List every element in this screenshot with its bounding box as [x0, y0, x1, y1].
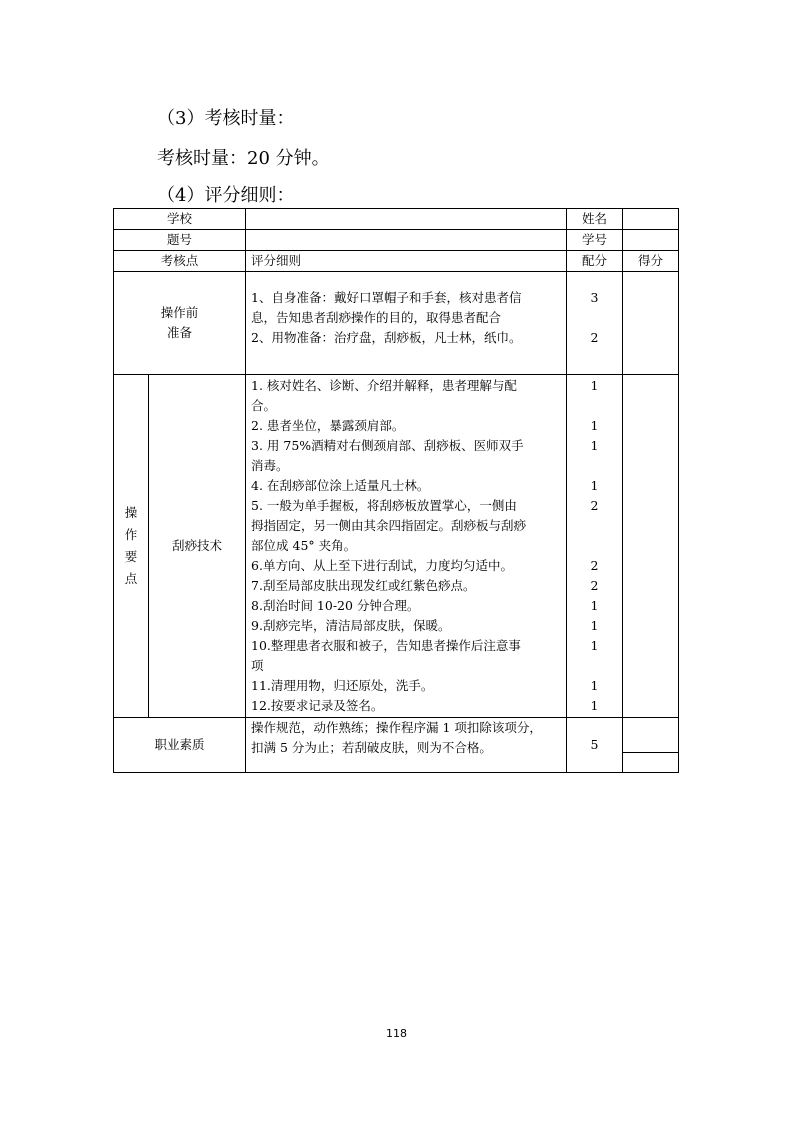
pre-section-row — [114, 272, 679, 375]
main-section-details — [246, 375, 567, 718]
vertical-char: 操 — [124, 505, 138, 520]
question-row — [114, 230, 679, 251]
points-value: 1 — [590, 418, 599, 433]
detail-line: 消毒。 — [251, 458, 289, 473]
school-value — [246, 209, 567, 230]
points-value: 1 — [590, 598, 599, 613]
professional-label: 职业素质 — [114, 718, 246, 773]
detail-line: 6.单方向、从上至下进行刮试，力度均匀适中。 — [251, 558, 513, 573]
professional-points: 5 — [567, 718, 623, 773]
professional-row — [114, 718, 679, 773]
exam-time-text: 考核时量：20 分钟。 — [157, 148, 330, 169]
detail-line: 5. 一般为单手握板，将刮痧板放置掌心，一侧由 — [251, 498, 517, 513]
pre-label-line: 准备 — [167, 325, 193, 340]
name-label: 姓名 — [567, 209, 623, 230]
vertical-char: 要 — [124, 549, 138, 564]
pre-section-details — [246, 272, 567, 375]
detail-line: 部位成 45° 夹角。 — [251, 538, 357, 553]
points-value: 1 — [590, 698, 599, 713]
question-value — [246, 230, 567, 251]
detail-line: 1. 核对姓名、诊断、介绍并解释，患者理解与配 — [251, 378, 517, 393]
points-value: 1 — [590, 438, 599, 453]
col-detail-header: 评分细则 — [246, 251, 567, 272]
main-section-sublabel: 刮痧技术 — [149, 375, 246, 718]
col-points-header: 配分 — [567, 251, 623, 272]
points-value: 2 — [590, 578, 599, 593]
detail-line: 2. 患者坐位，暴露颈肩部。 — [251, 418, 405, 433]
pre-section-score — [623, 272, 679, 375]
points-value: 1 — [590, 478, 599, 493]
detail-line: 4. 在刮痧部位涂上适量凡士林。 — [251, 478, 430, 493]
main-section-label — [114, 375, 149, 718]
school-row — [114, 209, 679, 230]
detail-line: 8.刮治时间 10-20 分钟合理。 — [251, 598, 420, 613]
detail-line: 1、自身准备：戴好口罩帽子和手套，核对患者信 — [251, 290, 522, 305]
student-id-label: 学号 — [567, 230, 623, 251]
detail-line: 12.按要求记录及签名。 — [251, 698, 384, 713]
vertical-char: 作 — [124, 527, 138, 542]
name-value — [623, 209, 679, 230]
detail-line: 拇指固定，另一侧由其余四指固定。刮痧板与刮痧 — [251, 518, 527, 533]
vertical-char: 点 — [124, 571, 138, 586]
detail-line: 项 — [251, 658, 264, 673]
scoring-table — [113, 208, 679, 773]
points-value: 1 — [590, 638, 599, 653]
detail-line: 合。 — [251, 398, 277, 413]
detail-line: 3. 用 75%酒精对右侧颈肩部、刮痧板、医师双手 — [251, 438, 524, 453]
detail-line: 10.整理患者衣服和被子，告知患者操作后注意事 — [251, 638, 521, 653]
detail-line: 2、用物准备：治疗盘，刮痧板，凡士林，纸巾。 — [251, 330, 522, 345]
school-label: 学校 — [114, 209, 246, 230]
main-section-score — [623, 375, 679, 718]
detail-line: 11.清理用物，归还原处，洗手。 — [251, 678, 434, 693]
detail-line: 操作规范，动作熟练；操作程序漏 1 项扣除该项分， — [251, 720, 542, 735]
detail-line: 扣满 5 分为止；若刮破皮肤，则为不合格。 — [251, 740, 492, 755]
main-section-points — [567, 375, 623, 718]
detail-line: 息，告知患者刮痧操作的目的，取得患者配合 — [251, 310, 502, 325]
points-value: 1 — [590, 378, 599, 393]
points-value: 2 — [590, 498, 599, 513]
pre-section-label — [114, 272, 246, 375]
points-value: 1 — [590, 618, 599, 633]
page-number: 118 — [386, 1027, 407, 1040]
pre-section-points — [567, 272, 623, 375]
professional-details — [246, 718, 567, 773]
points-value: 3 — [590, 290, 599, 305]
detail-line: 9.刮痧完毕，清洁局部皮肤，保暖。 — [251, 618, 451, 633]
main-section-row — [114, 375, 679, 718]
col-item-header: 考核点 — [114, 251, 246, 272]
points-value: 2 — [590, 558, 599, 573]
section-heading-4: （4）评分细则： — [157, 185, 295, 206]
col-score-header: 得分 — [623, 251, 679, 272]
detail-line: 7.刮至局部皮肤出现发红或红紫色痧点。 — [251, 578, 476, 593]
column-header-row — [114, 251, 679, 272]
professional-score — [623, 718, 679, 773]
points-value: 2 — [590, 330, 599, 345]
points-value: 1 — [590, 678, 599, 693]
pre-label-line: 操作前 — [160, 305, 199, 320]
question-label: 题号 — [114, 230, 246, 251]
section-heading-3: （3）考核时量： — [157, 108, 295, 129]
student-id-value — [623, 230, 679, 251]
